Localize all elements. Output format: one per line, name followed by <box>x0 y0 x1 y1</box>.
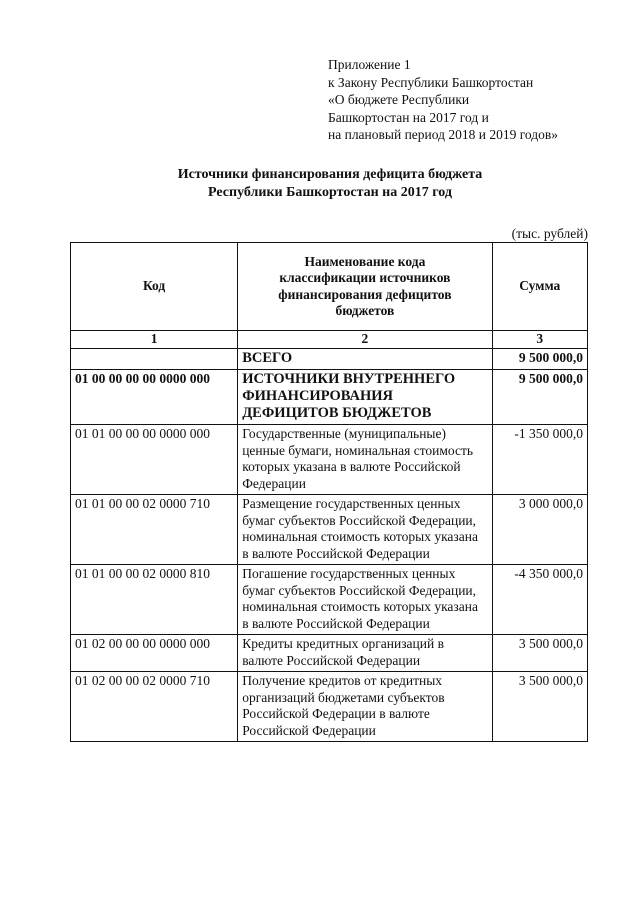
table-row <box>71 425 588 495</box>
header-code: Код <box>71 243 238 331</box>
row-sum: 9 500 000,0 <box>492 370 587 425</box>
appendix-line: Приложение 1 <box>328 57 411 72</box>
title-line-2: Республики Башкортостан на 2017 год <box>208 185 452 200</box>
table-row <box>71 349 588 370</box>
row-code: 01 02 00 00 00 0000 000 <box>71 635 238 672</box>
table-row <box>71 672 588 742</box>
row-code <box>71 349 238 370</box>
row-sum: -4 350 000,0 <box>492 565 587 635</box>
row-code: 01 02 00 00 02 0000 710 <box>71 672 238 742</box>
table-row <box>71 635 588 672</box>
row-name: Получение кредитов от кредитных организаций бюджетами субъектов Российской Федерации в валюте Российской Федерации <box>238 672 492 742</box>
row-code: 01 01 00 00 02 0000 710 <box>71 495 238 565</box>
appendix-line: Башкортостан на 2017 год и <box>328 109 489 125</box>
appendix-line: к Закону Республики Башкортостан <box>328 74 534 90</box>
table-row <box>71 565 588 635</box>
units-label: (тыс. рублей) <box>511 226 588 241</box>
column-number: 2 <box>238 331 492 349</box>
appendix-block <box>328 56 558 144</box>
appendix-line: на плановый период 2018 и 2019 годов» <box>328 127 559 142</box>
header-sum: Сумма <box>492 243 587 331</box>
document-title <box>0 166 640 202</box>
row-name: Размещение государственных ценных бумаг субъектов Российской Федерации, номинальная стоимость которых указана в валюте Российской Федерации <box>238 495 492 565</box>
table-row <box>71 495 588 565</box>
row-name: Погашение государственных ценных бумаг субъектов Российской Федерации, номинальная стоимость которых указана в валюте Российской Федерации <box>238 565 492 635</box>
row-sum: 3 500 000,0 <box>492 635 587 672</box>
financing-sources-table <box>70 242 588 742</box>
title-line-1: Источники финансирования дефицита бюджета <box>177 167 483 182</box>
row-sum: 3 500 000,0 <box>492 672 587 742</box>
row-name: ВСЕГО <box>238 349 492 370</box>
column-number-row <box>71 331 588 349</box>
column-number: 3 <box>492 331 587 349</box>
row-sum: 3 000 000,0 <box>492 495 587 565</box>
row-sum: -1 350 000,0 <box>492 425 587 495</box>
row-code: 01 01 00 00 00 0000 000 <box>71 425 238 495</box>
row-code: 01 00 00 00 00 0000 000 <box>71 370 238 425</box>
table-header-row <box>71 243 588 331</box>
table-row <box>71 370 588 425</box>
header-name: Наименование кода классификации источников финансирования дефицитов бюджетов <box>238 243 492 331</box>
appendix-line: «О бюджете Республики <box>328 92 470 107</box>
row-sum: 9 500 000,0 <box>492 349 587 370</box>
column-number: 1 <box>71 331 238 349</box>
row-name: Кредиты кредитных организаций в валюте Российской Федерации <box>238 635 492 672</box>
row-name: ИСТОЧНИКИ ВНУТРЕННЕГО ФИНАНСИРОВАНИЯ ДЕФИЦИТОВ БЮДЖЕТОВ <box>238 370 492 425</box>
row-name: Государственные (муниципальные) ценные бумаги, номинальная стоимость которых указана в валюте Российской Федерации <box>238 425 492 495</box>
row-code: 01 01 00 00 02 0000 810 <box>71 565 238 635</box>
